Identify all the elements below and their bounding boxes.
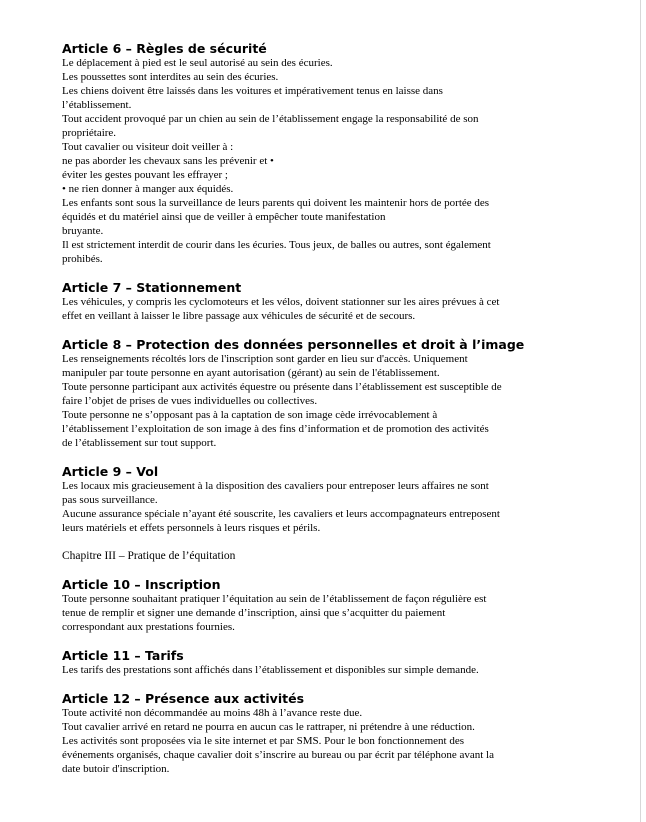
article-heading: Article 8 – Protection des données personnelles et droit à l’image bbox=[62, 337, 525, 352]
text-line: leurs matériels et effets personnels à leurs risques et périls. bbox=[62, 522, 321, 534]
text-line: événements organisés, chaque cavalier doit s’inscrire au bureau ou par écrit par téléphone avant la bbox=[62, 749, 494, 761]
text-line: Les enfants sont sous la surveillance de leurs parents qui doivent les maintenir hors de portée des bbox=[62, 197, 490, 209]
article-heading: Article 6 – Règles de sécurité bbox=[62, 41, 267, 56]
text-line: Tout cavalier arrivé en retard ne pourra en aucun cas le rattraper, ni prétendre à une réduction. bbox=[62, 721, 475, 733]
text-line: Toute activité non décommandée au moins 48h à l’avance reste due. bbox=[62, 707, 363, 719]
text-line: Les tarifs des prestations sont affichés dans l’établissement et disponibles sur simple demande. bbox=[62, 664, 479, 676]
article-heading: Article 10 – Inscription bbox=[62, 577, 221, 592]
article-8 bbox=[62, 337, 546, 450]
article-heading: Article 7 – Stationnement bbox=[62, 280, 242, 295]
text-line: manipuler par toute personne en ayant autorisation (gérant) au sein de l'établissement. bbox=[62, 367, 440, 379]
article-7 bbox=[62, 280, 546, 323]
text-line: Aucune assurance spéciale n’ayant été souscrite, les cavaliers et leurs accompagnateurs entreposent bbox=[62, 508, 500, 520]
spacer bbox=[62, 535, 546, 549]
text-line: Les poussettes sont interdites au sein des écuries. bbox=[62, 71, 279, 83]
text-line: Les chiens doivent être laissés dans les voitures et impérativement tenus en laisse dans bbox=[62, 85, 443, 97]
text-line: effet en veillant à laisser le libre passage aux véhicules de sécurité et de secours. bbox=[62, 310, 416, 322]
text-line: pas sous surveillance. bbox=[62, 494, 158, 506]
spacer bbox=[62, 323, 546, 337]
text-line: de l’établissement sur tout support. bbox=[62, 437, 217, 449]
text-line: éviter les gestes pouvant les effrayer ; bbox=[62, 169, 228, 181]
text-line: faire l’objet de prises de vues individuelles ou collectives. bbox=[62, 395, 318, 407]
text-line: équidés et du matériel ainsi que de veiller à empêcher toute manifestation bbox=[62, 211, 386, 223]
text-line: Toute personne souhaitant pratiquer l’équitation au sein de l’établissement de façon régulière est bbox=[62, 593, 487, 605]
article-9 bbox=[62, 464, 546, 535]
article-6 bbox=[62, 41, 546, 266]
text-line: prohibés. bbox=[62, 253, 103, 265]
article-12 bbox=[62, 691, 546, 776]
text-line: ne pas aborder les chevaux sans les prévenir et • bbox=[62, 155, 274, 167]
text-line: Les activités sont proposées via le site internet et par SMS. Pour le bon fonctionnement des bbox=[62, 735, 465, 747]
text-line: correspondant aux prestations fournies. bbox=[62, 621, 235, 633]
text-line: Les renseignements récoltés lors de l'inscription sont garder en lieu sur d'accès. Uniquement bbox=[62, 353, 468, 365]
text-line: propriétaire. bbox=[62, 127, 117, 139]
spacer bbox=[62, 450, 546, 464]
text-line: l’établissement l’exploitation de son image à des fins d’information et de promotion des activités bbox=[62, 423, 489, 435]
document-content bbox=[62, 41, 546, 776]
text-line: Les locaux mis gracieusement à la disposition des cavaliers pour entreposer leurs affaires ne sont bbox=[62, 480, 489, 492]
text-line: Le déplacement à pied est le seul autorisé au sein des écuries. bbox=[62, 57, 333, 69]
text-line: tenue de remplir et signer une demande d’inscription, ainsi que s’acquitter du paiement bbox=[62, 607, 446, 619]
spacer bbox=[62, 677, 546, 691]
article-heading: Article 9 – Vol bbox=[62, 464, 159, 479]
article-11 bbox=[62, 648, 546, 677]
spacer bbox=[62, 266, 546, 280]
chapter-title: Chapitre III – Pratique de l’équitation bbox=[62, 550, 236, 562]
spacer bbox=[62, 563, 546, 577]
text-line: Tout accident provoqué par un chien au sein de l’établissement engage la responsabilité de son bbox=[62, 113, 479, 125]
spacer bbox=[62, 634, 546, 648]
article-heading: Article 12 – Présence aux activités bbox=[62, 691, 305, 706]
text-line: Tout cavalier ou visiteur doit veiller à : bbox=[62, 141, 234, 153]
text-line: bruyante. bbox=[62, 225, 104, 237]
text-line: Il est strictement interdit de courir dans les écuries. Tous jeux, de balles ou autres, sont également bbox=[62, 239, 491, 251]
article-10 bbox=[62, 577, 546, 634]
text-line: Toute personne participant aux activités équestre ou présente dans l’établissement est susceptible de bbox=[62, 381, 502, 393]
text-line: Les véhicules, y compris les cyclomoteurs et les vélos, doivent stationner sur les aires prévues à cet bbox=[62, 296, 500, 308]
article-heading: Article 11 – Tarifs bbox=[62, 648, 184, 663]
text-line: Toute personne ne s’opposant pas à la captation de son image cède irrévocablement à bbox=[62, 409, 438, 421]
text-line: date butoir d'inscription. bbox=[62, 763, 170, 775]
text-line: • ne rien donner à manger aux équidés. bbox=[62, 183, 234, 195]
text-line: l’établissement. bbox=[62, 99, 132, 111]
